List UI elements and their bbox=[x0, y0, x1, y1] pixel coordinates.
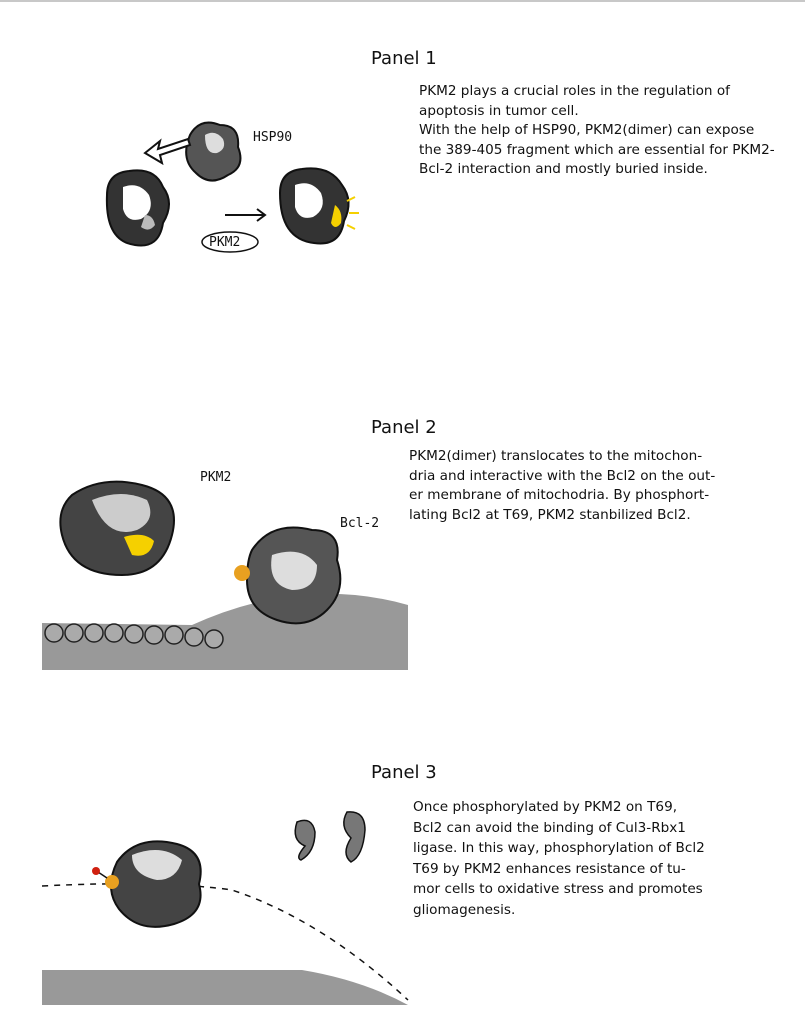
hsp90-protein bbox=[186, 123, 240, 181]
panel-2-title: Panel 2 bbox=[371, 417, 437, 438]
membrane-base bbox=[42, 970, 408, 1005]
text-line: mor cells to oxidative stress and promotes bbox=[413, 881, 703, 898]
text-line: apoptosis in tumor cell. bbox=[419, 102, 579, 119]
text-line: Once phosphorylated by PKM2 on T69, bbox=[413, 799, 678, 815]
text-line: ligase. In this way, phosphorylation of Bcl2 bbox=[413, 840, 705, 857]
pkm2-protein bbox=[60, 482, 174, 575]
arrow-icon bbox=[145, 139, 190, 163]
text-line: PKM2(dimer) translocates to the mitochon- bbox=[409, 448, 703, 464]
bcl2-phosphorylated bbox=[92, 841, 201, 926]
pkm2-exposed-protein bbox=[280, 168, 359, 243]
arrow-icon bbox=[225, 209, 265, 221]
pkm2-label: PKM2 bbox=[200, 470, 232, 485]
text-line: gliomagenesis. bbox=[413, 901, 516, 918]
panel-1-illustration bbox=[95, 105, 375, 265]
text-line: PKM2 plays a crucial roles in the regulation of bbox=[419, 83, 730, 99]
text-line: With the help of HSP90, PKM2(dimer) can expose bbox=[419, 122, 755, 139]
pkm2-label: PKM2 bbox=[209, 235, 241, 250]
bcl2-label: Bcl-2 bbox=[340, 516, 380, 531]
text-line: er membrane of mitochodria. By phosphort- bbox=[409, 487, 710, 504]
panel-3-title: Panel 3 bbox=[371, 762, 437, 783]
text-line: Bcl2 can avoid the binding of Cul3-Rbx1 bbox=[413, 819, 686, 836]
text-line: lating Bcl2 at T69, PKM2 stanbilized Bcl2. bbox=[409, 506, 691, 523]
panel-3-text bbox=[413, 797, 705, 921]
text-line: Bcl-2 interaction and mostly buried inside. bbox=[419, 161, 708, 178]
panel-1-title: Panel 1 bbox=[371, 48, 437, 69]
text-line: the 389-405 fragment which are essential for PKM2- bbox=[419, 141, 775, 158]
panel-3-illustration bbox=[42, 800, 412, 1005]
panel-1-text bbox=[419, 82, 775, 180]
pkm2-protein bbox=[107, 170, 169, 245]
panel-2-text bbox=[409, 447, 715, 525]
panel-2-illustration bbox=[42, 455, 412, 670]
hsp90-label: HSP90 bbox=[253, 130, 293, 145]
text-line: T69 by PKM2 enhances resistance of tu- bbox=[413, 860, 686, 877]
cul3-rbx1-ligase bbox=[295, 812, 365, 862]
page-top-border bbox=[0, 0, 805, 2]
text-line: dria and interactive with the Bcl2 on the out- bbox=[409, 467, 716, 484]
